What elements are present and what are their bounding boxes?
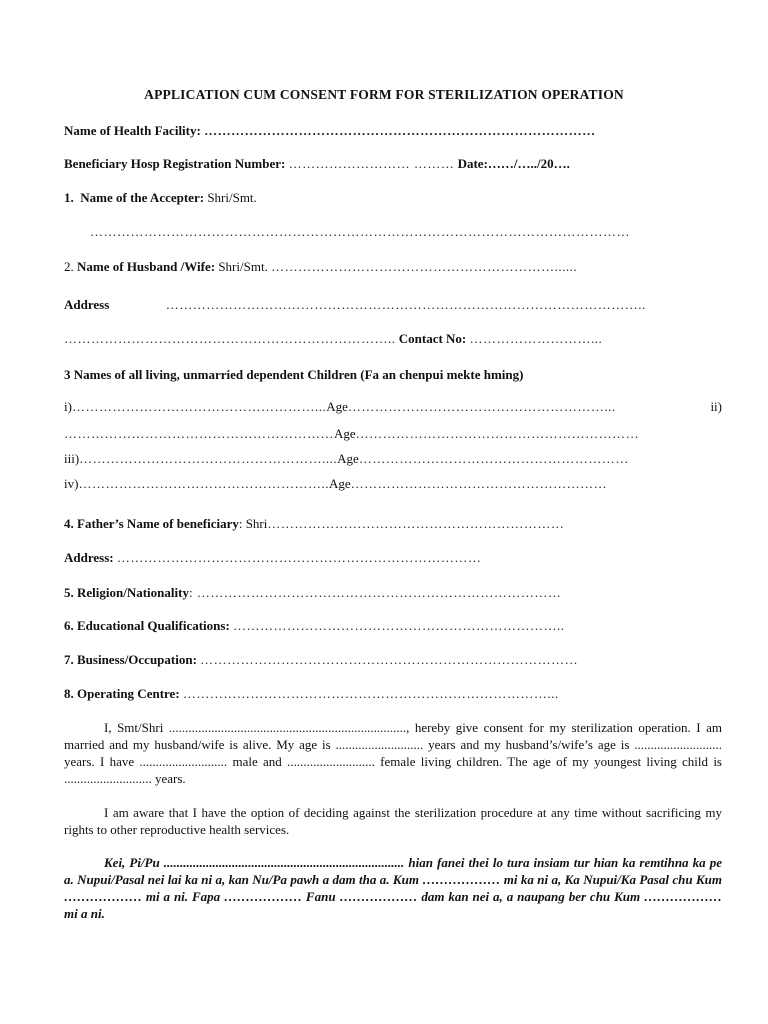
accepter-label: Name of the Accepter:: [80, 190, 205, 205]
child-4-age-field[interactable]: …………………………………………………: [350, 476, 608, 491]
address2-field[interactable]: ………………………………………………………………………: [116, 550, 482, 565]
religion-label: 5. Religion/Nationality: [64, 585, 189, 600]
address-contact-row: [64, 331, 722, 347]
child-3-prefix: iii): [64, 451, 80, 466]
health-facility-field[interactable]: ……………………………………………………………………………: [204, 123, 596, 138]
address2-row: [64, 550, 722, 566]
registration-label: Beneficiary Hosp Registration Number:: [64, 156, 286, 171]
date-field[interactable]: Date:……/…../20….: [457, 156, 570, 171]
child-1-name-field[interactable]: ………………………………………………...: [71, 399, 327, 414]
child-3-age-label: Age: [337, 451, 359, 466]
centre-row: [64, 686, 722, 702]
consent-paragraph-mizo: Kei, Pi/Pu .......................................................................... hian fanei thei lo tura insiam tur hian ka remtihna ka pe a. Nupui/Pasal nei lai ka ni a, kan Nu/Pa pawh a dam tha a. Kum ……………… mi ka ni a, Ka Nupui/Ka Pasal chu Kum ……………… mi a ni. Fapa ……………… Fanu ……………… dam kan nei a, a naupang ber chu Kum ……………… mi a ni.: [64, 855, 722, 921]
health-facility-label: Name of Health Facility:: [64, 123, 201, 138]
spouse-field[interactable]: ………………………………………………………......: [271, 259, 578, 274]
father-row: [64, 516, 722, 532]
spouse-label: Name of Husband /Wife:: [77, 259, 216, 274]
father-prefix: : Shri: [238, 516, 268, 531]
religion-field[interactable]: : ………………………………………………………………………: [188, 585, 562, 600]
accepter-field[interactable]: [90, 224, 722, 240]
accepter-prefix: Shri/Smt.: [207, 190, 257, 205]
child-2-age-label: Age: [334, 426, 356, 441]
children-heading: 3 Names of all living, unmarried dependent Children (Fa an chenpui mekte hming): [64, 367, 524, 382]
centre-label: 8. Operating Centre:: [64, 686, 180, 701]
child-3-name-field[interactable]: ………………………………………………....: [79, 451, 338, 466]
father-label: 4. Father’s Name of beneficiary: [64, 516, 239, 531]
child-row-2: [64, 426, 722, 442]
education-label: 6. Educational Qualifications:: [64, 618, 230, 633]
child-2-age-field[interactable]: ………………………………………………………: [355, 426, 640, 441]
contact-label: Contact No:: [398, 331, 467, 346]
business-label: 7. Business/Occupation:: [64, 652, 197, 667]
consent-paragraph-english: I, Smt/Shri ........................................................................., hereby give consent for my sterilization operation. I am married and my husband/wife is alive. My age is ........................... years and my husband’s/wife’s age is ........................... years. I have ........................... male and ........................... female living children. The age of my youngest living child is ........................... years.: [64, 720, 722, 786]
registration-field[interactable]: ……………………… ………: [288, 156, 455, 171]
child-4-age-label: Age: [328, 476, 351, 491]
child-4-name-field[interactable]: ………………………………………………..: [78, 476, 329, 491]
address-field-2[interactable]: ………………………………………………………………..: [64, 331, 396, 346]
education-field[interactable]: ………………………………………………………………..: [233, 618, 565, 633]
child-1-prefix: i): [64, 399, 72, 414]
centre-field[interactable]: ………………………………………………………………………...: [182, 686, 559, 701]
address-label: Address: [64, 297, 110, 312]
child-row-3: [64, 451, 722, 467]
spouse-prefix: Shri/Smt.: [218, 259, 268, 274]
business-row: [64, 652, 722, 668]
child-2-name-field[interactable]: ……………………………………………………: [64, 426, 334, 441]
form-title: APPLICATION CUM CONSENT FORM FOR STERILIZATION OPERATION: [144, 87, 624, 102]
spouse-row: [64, 259, 722, 275]
accepter-row: [64, 190, 722, 206]
contact-field[interactable]: ………………………...: [469, 331, 603, 346]
child-row-4: [64, 476, 722, 492]
business-field[interactable]: …………………………………………………………………………: [200, 652, 579, 667]
child-row-1: [64, 399, 722, 415]
spouse-number: 2.: [64, 259, 74, 274]
address-field-1[interactable]: ……………………………………………………………………………………………..: [165, 297, 646, 312]
registration-row: [64, 156, 722, 172]
child-3-age-field[interactable]: ……………………………………………………: [358, 451, 629, 466]
child-4-prefix: iv): [64, 476, 79, 491]
address-row: [64, 297, 722, 313]
health-facility-row: [64, 123, 722, 139]
religion-row: [64, 585, 722, 601]
accepter-dots[interactable]: …………………………………………………………………………………………………………: [90, 224, 630, 239]
accepter-number: 1.: [64, 190, 74, 205]
father-field[interactable]: …………………………………………………………: [267, 516, 565, 531]
education-row: [64, 618, 722, 634]
awareness-paragraph: I am aware that I have the option of deciding against the sterilization procedure at any time without sacrificing my rights to other reproductive health services.: [64, 805, 722, 837]
child-2-prefix: ii): [710, 399, 722, 414]
address2-label: Address:: [64, 550, 114, 565]
child-1-age-field[interactable]: …………………………………………………...: [347, 399, 616, 414]
child-1-age-label: Age: [326, 399, 348, 414]
